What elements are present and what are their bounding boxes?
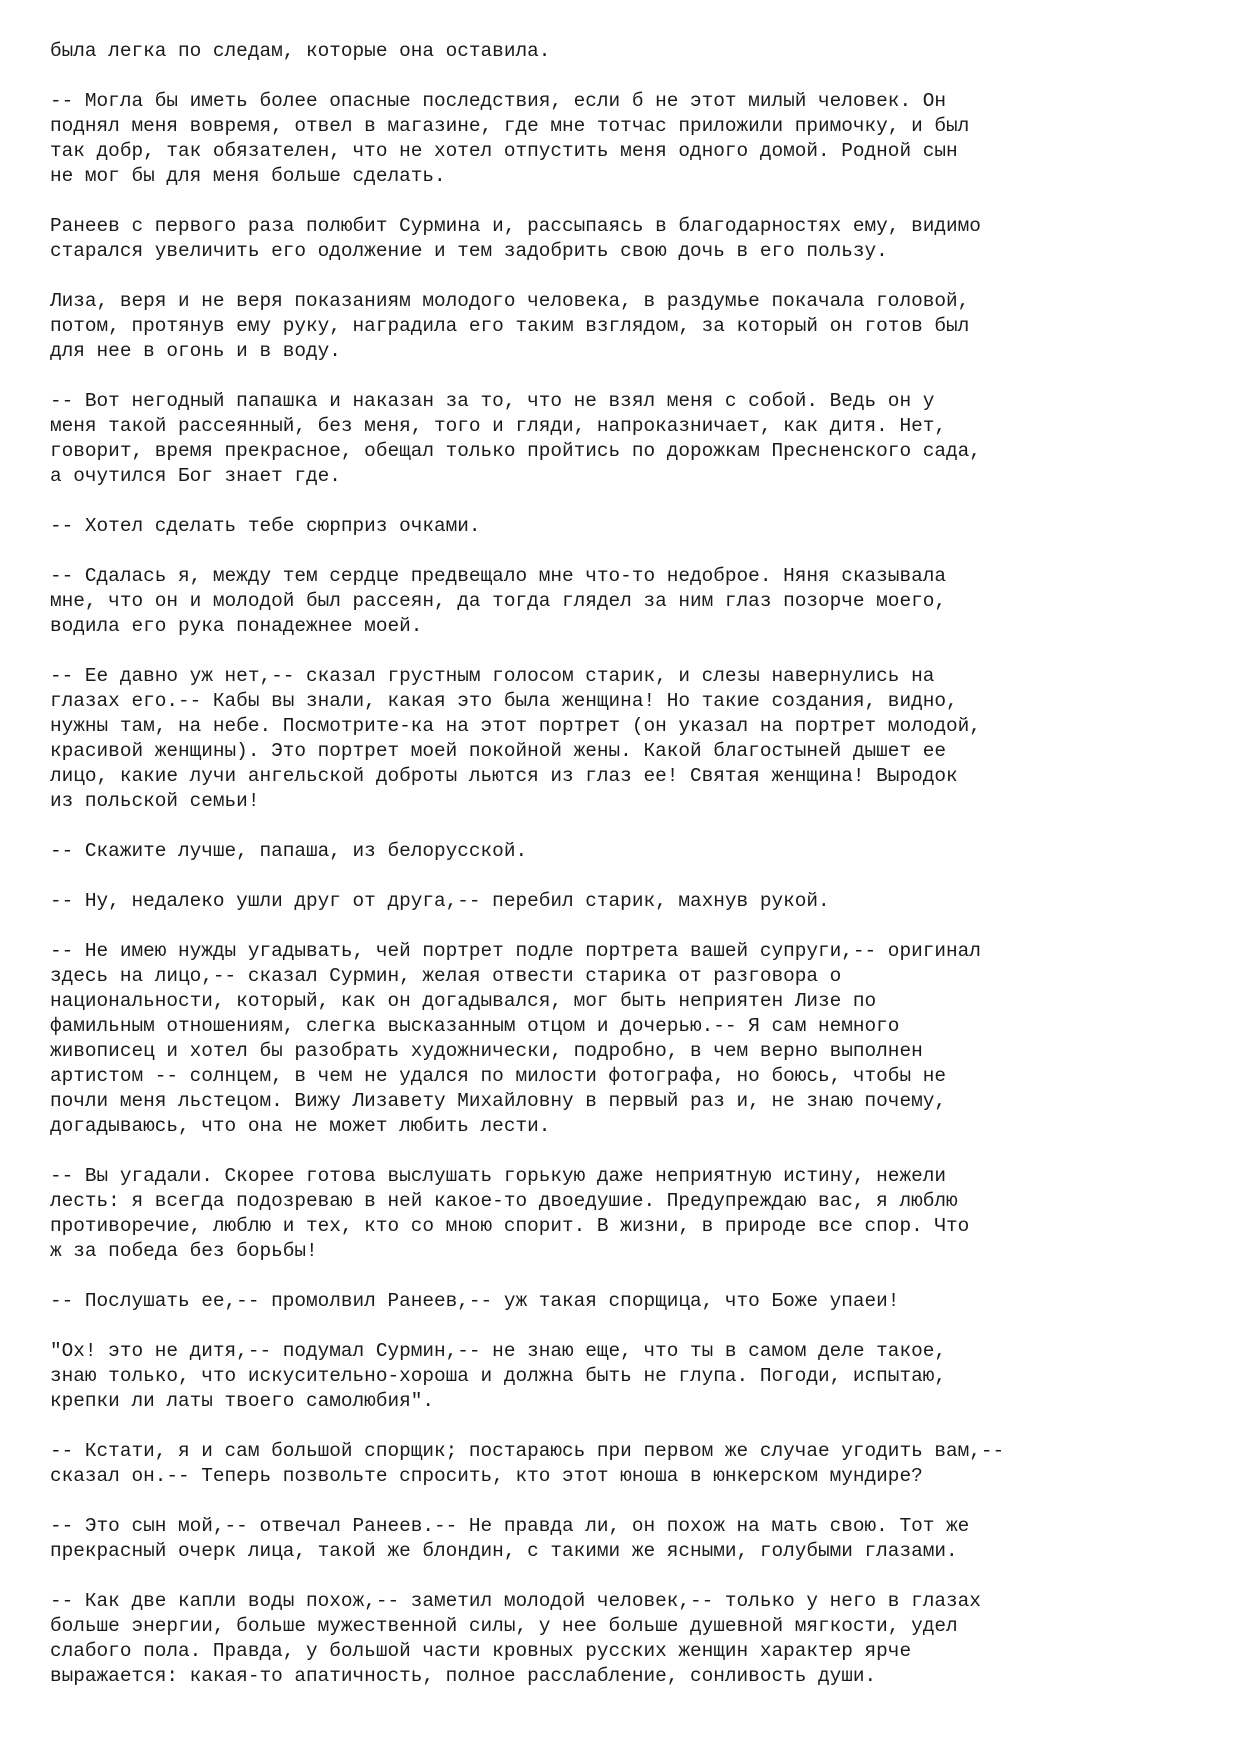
paragraph-4: Лиза, веря и не веря показаниям молодого человека, в раздумье покачала головой, потом, протянув ему руку, наградила его таким взглядом, за который он готов был для нее в огонь и в воду. [50, 290, 970, 362]
paragraph-17: -- Как две капли воды похож,-- заметил молодой человек,-- только у него в глазах больше энергии, больше мужественной силы, у нее больше душевной мягкости, удел слабого пола. Правда, у большой части кровных русских женщин характер ярче выражается: какая-то апатичность, полное расслабление, сонливость души. [50, 1590, 981, 1687]
paragraph-14: "Ох! это не дитя,-- подумал Сурмин,-- не знаю еще, что ты в самом деле такое, знаю только, что искусительно-хороша и должна быть не глупа. Погоди, испытаю, крепки ли латы твоего самолюбия". [50, 1340, 946, 1412]
paragraph-11: -- Не имею нужды угадывать, чей портрет подле портрета вашей супруги,-- оригинал здесь на лицо,-- сказал Сурмин, желая отвести старика от разговора о национальности, который, как он догадывался, мог быть неприятен Лизе по фамильным отношениям, слегка высказанным отцом и дочерью.-- Я сам немного живописец и хотел бы разобрать художнически, подробно, в чем верно выполнен артистом -- солнцем, в чем не удался по милости фотографа, но боюсь, чтобы не почли меня льстецом. Вижу Лизавету Михайловну в первый раз и, не знаю почему, догадываюсь, что она не может любить лести. [50, 940, 981, 1137]
paragraph-1: была легка по следам, которые она оставила. [50, 40, 551, 62]
paragraph-8: -- Ее давно уж нет,-- сказал грустным голосом старик, и слезы навернулись на глазах его.-- Кабы вы знали, какая это была женщина! Но такие создания, видно, нужны там, на небе. Посмотрите-ка на этот портрет (он указал на портрет молодой, красивой женщины). Это портрет моей покойной жены. Какой благостыней дышет ее лицо, какие лучи ангельской доброты льются из глаз ее! Святая женщина! Выродок из польской семьи! [50, 665, 981, 812]
paragraph-12: -- Вы угадали. Скорее готова выслушать горькую даже неприятную истину, нежели лесть: я всегда подозреваю в ней какое-то двоедушие. Предупреждаю вас, я люблю противоречие, люблю и тех, кто со мною спорит. В жизни, в природе все спор. Что ж за победа без борьбы! [50, 1165, 970, 1262]
paragraph-5: -- Вот негодный папашка и наказан за то, что не взял меня с собой. Ведь он у меня такой рассеянный, без меня, того и гляди, напроказничает, как дитя. Нет, говорит, время прекрасное, обещал только пройтись по дорожкам Пресненского сада, а очутился Бог знает где. [50, 390, 981, 487]
paragraph-3: Ранеев с первого раза полюбит Сурмина и, рассыпаясь в благодарностях ему, видимо старался увеличить его одолжение и тем задобрить свою дочь в его пользу. [50, 215, 981, 262]
paragraph-10: -- Ну, недалеко ушли друг от друга,-- перебил старик, махнув рукой. [50, 890, 830, 912]
paragraph-16: -- Это сын мой,-- отвечал Ранеев.-- Не правда ли, он похож на мать свою. Тот же прекрасный очерк лица, такой же блондин, с такими же ясными, голубыми глазами. [50, 1515, 970, 1562]
paragraph-2: -- Могла бы иметь более опасные последствия, если б не этот милый человек. Он поднял меня вовремя, отвел в магазине, где мне тотчас приложили примочку, и был так добр, так обязателен, что не хотел отпустить меня одного домой. Родной сын не мог бы для меня больше сделать. [50, 90, 970, 187]
paragraph-13: -- Послушать ее,-- промолвил Ранеев,-- уж такая спорщица, что Боже упаеи! [50, 1290, 900, 1312]
paragraph-9: -- Скажите лучше, папаша, из белорусской. [50, 840, 528, 862]
document-page [50, 39, 1200, 1714]
paragraph-6: -- Хотел сделать тебе сюрприз очками. [50, 515, 481, 537]
paragraph-15: -- Кстати, я и сам большой спорщик; постараюсь при первом же случае угодить вам,-- сказал он.-- Теперь позвольте спросить, кто этот юноша в юнкерском мундире? [50, 1440, 1005, 1487]
paragraph-7: -- Сдалась я, между тем сердце предвещало мне что-то недоброе. Няня сказывала мне, что он и молодой был рассеян, да тогда глядел за ним глаз позорче моего, водила его рука понадежнее моей. [50, 565, 946, 637]
